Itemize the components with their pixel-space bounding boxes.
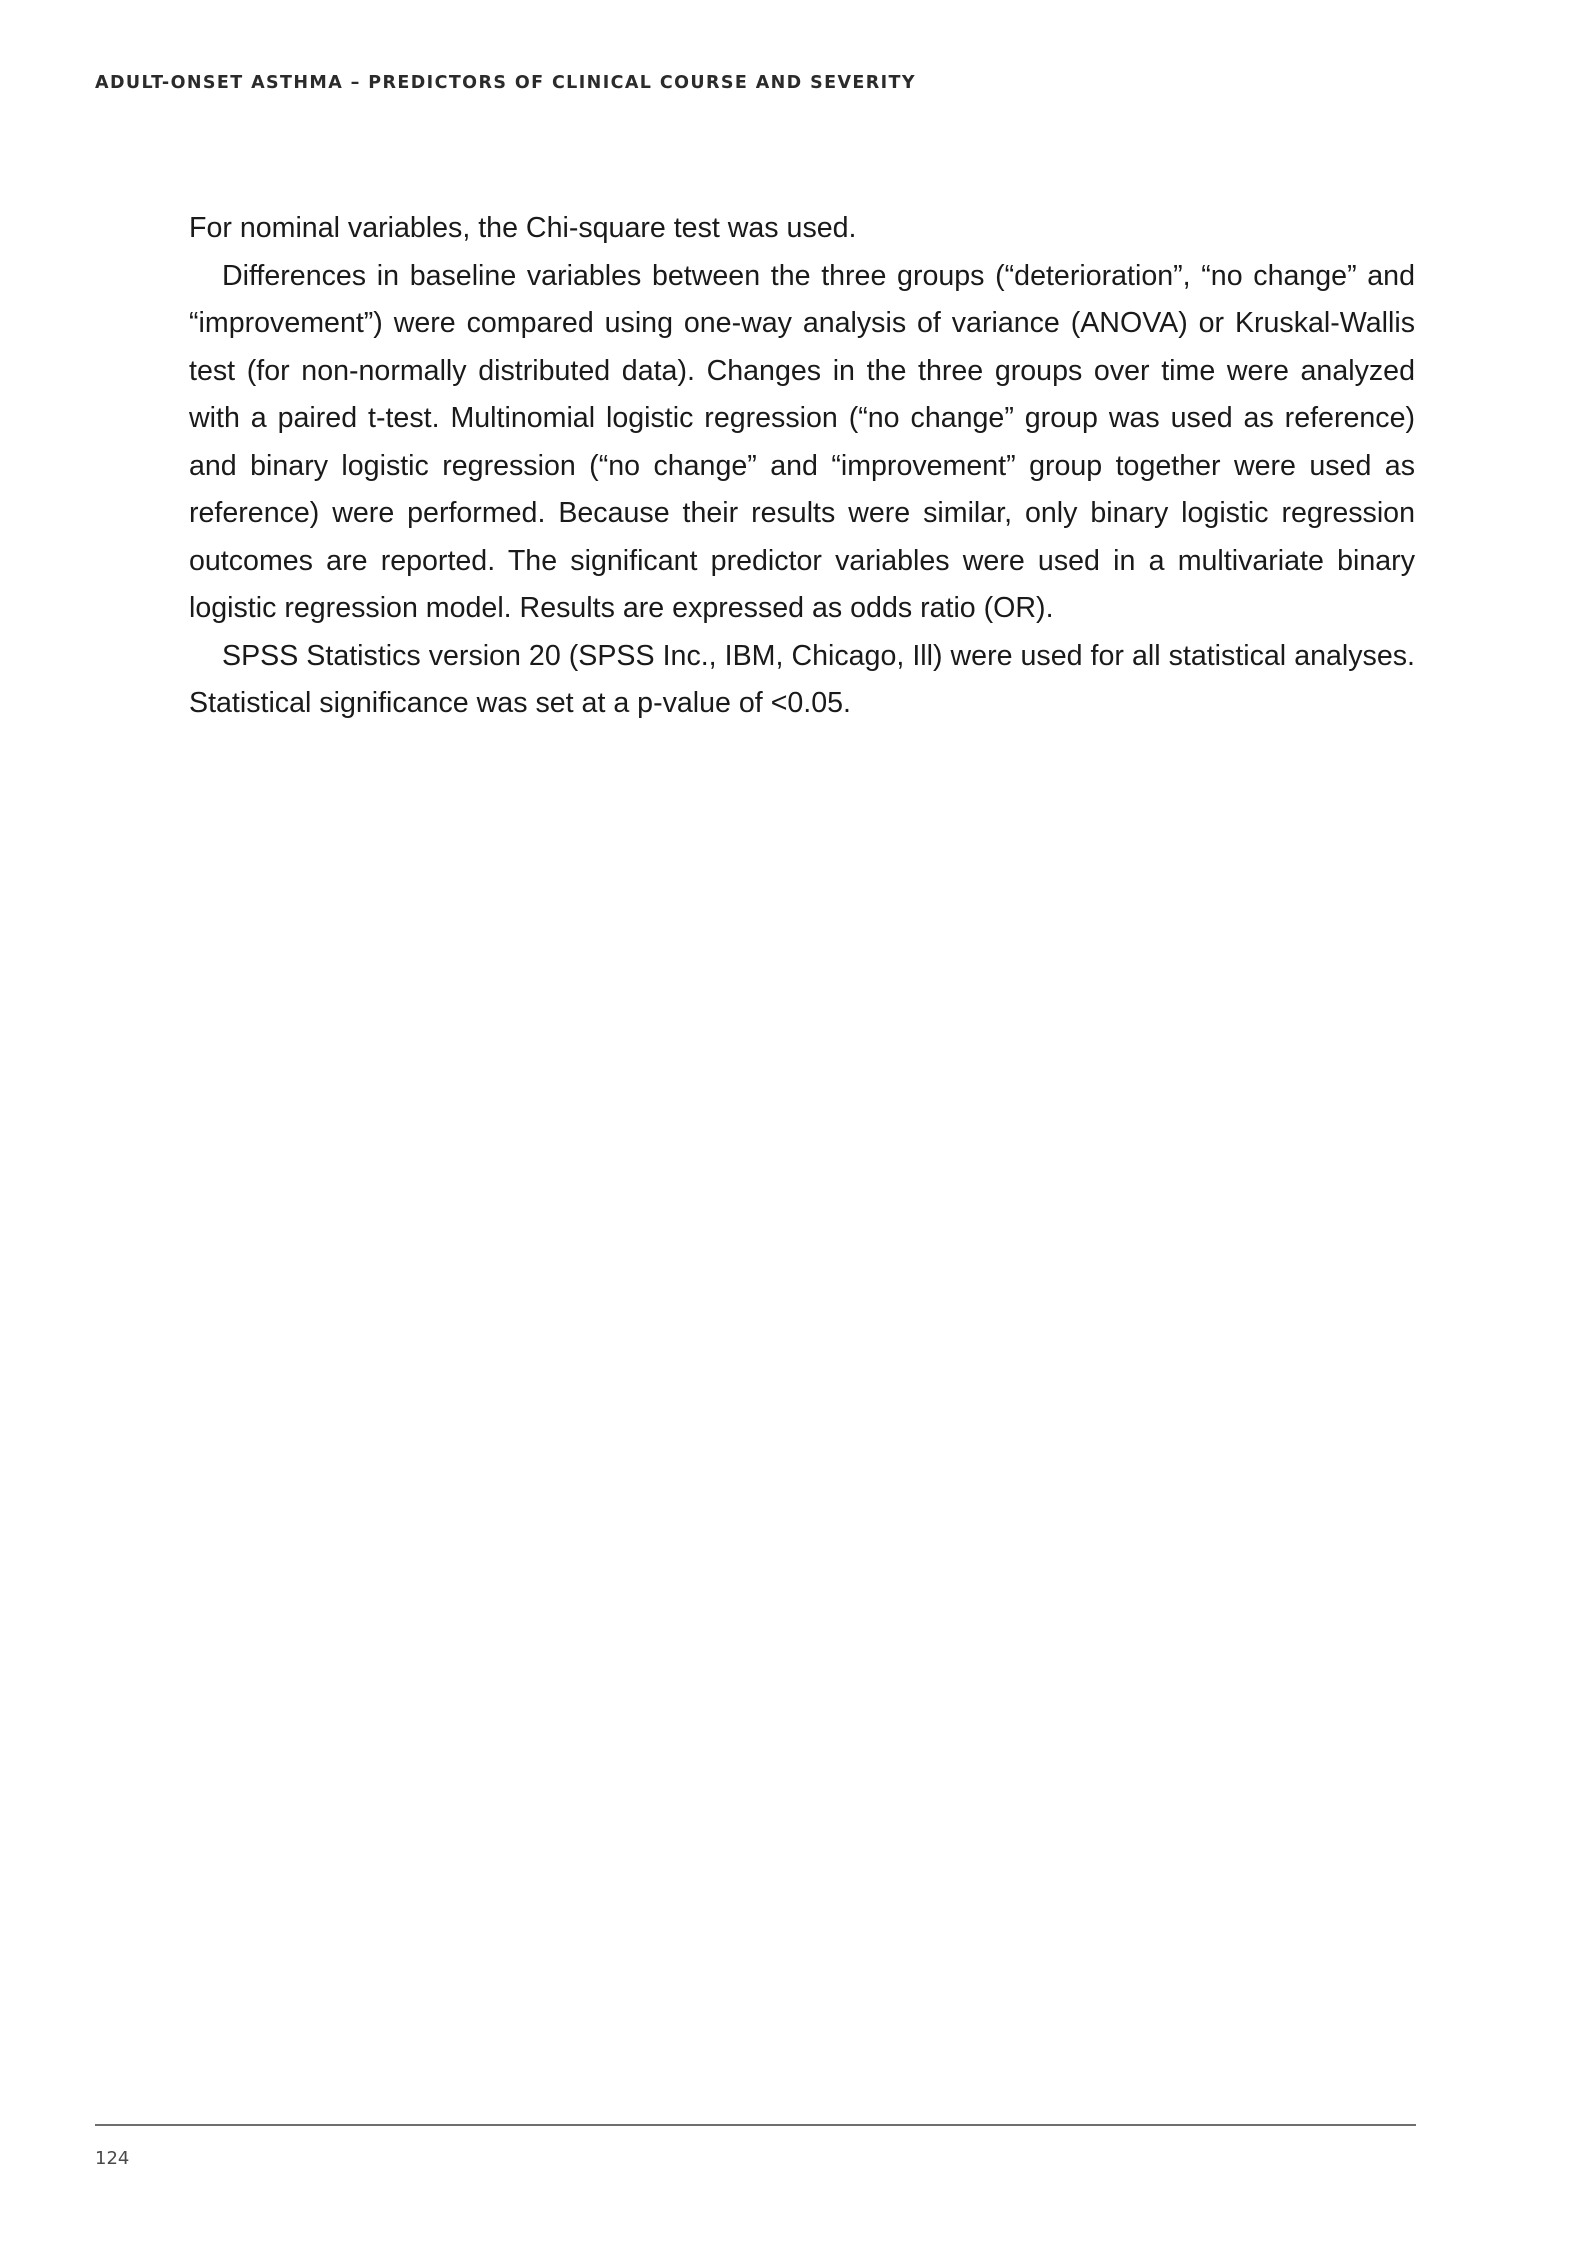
- page-number: 124: [95, 2148, 130, 2169]
- footer-divider: [95, 2124, 1416, 2126]
- running-header-title: ADULT-ONSET ASTHMA – PREDICTORS OF CLINICAL COURSE AND SEVERITY: [95, 73, 916, 93]
- paragraph-nominal-variables: For nominal variables, the Chi-square test was used.: [189, 212, 857, 244]
- body-text: [189, 205, 1415, 728]
- paragraph-group-comparisons: Differences in baseline variables between the three groups (“deterioration”, “no change” and “improvement”) were compared using one-way analysis of variance (ANOVA) or Kruskal-Wallis test (for non-normally distributed data). Changes in the three groups over time were analyzed with a paired t-test. Multinomial logistic regression (“no change” group was used as reference) and binary logistic regression (“no change” and “improvement” group together were used as reference) were performed. Because their results were similar, only binary logistic regression outcomes are reported. The significant predictor variables were used in a multivariate binary logistic regression model. Results are expressed as odds ratio (OR).: [189, 259, 1415, 624]
- paragraph-software-significance: SPSS Statistics version 20 (SPSS Inc., IBM, Chicago, Ill) were used for all statistical analyses. Statistical significance was set at a p-value of <0.05.: [189, 639, 1415, 719]
